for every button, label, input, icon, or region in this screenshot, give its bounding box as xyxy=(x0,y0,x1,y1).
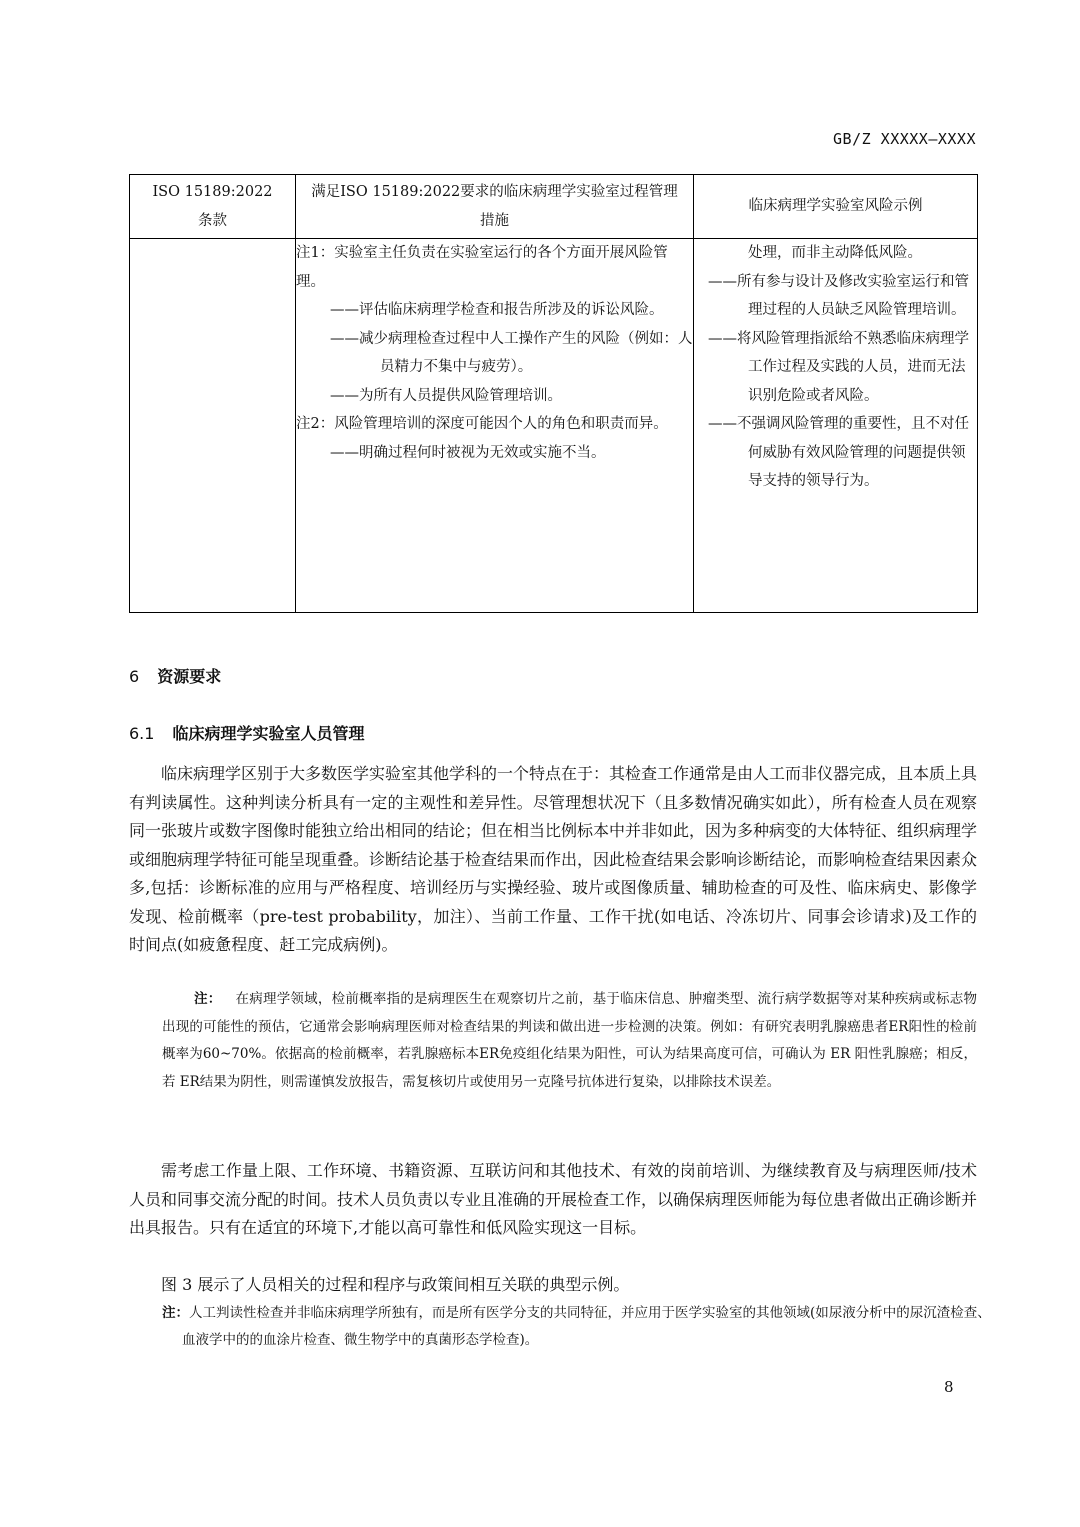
header-measures: 满足ISO 15189:2022要求的临床病理学实验室过程管理措施 xyxy=(296,175,694,239)
table-header-row xyxy=(130,175,978,239)
section-title: 资源要求 xyxy=(157,667,222,686)
document-code: GB/Z XXXXX—XXXX xyxy=(833,130,976,148)
measure-item: ——减少病理检查过程中人工操作产生的风险（例如：人员精力不集中与疲劳）。 xyxy=(330,330,693,375)
section-title: 临床病理学实验室人员管理 xyxy=(172,724,365,743)
section-heading-6-1 xyxy=(129,721,364,744)
measure-note-2: 注2：风险管理培训的深度可能因个人的角色和职责而异。 xyxy=(296,416,668,432)
measure-item: ——明确过程何时被视为无效或实施不当。 xyxy=(330,444,606,461)
paragraph-1: 临床病理学区别于大多数医学实验室其他学科的一个特点在于：其检查工作通常是由人工而非仪器完成，且本质上具有判读属性。这种判读分析具有一定的主观性和差异性。尽管理想状况下（且多数情况确实如此），所有检查人员在观察同一张玻片或数字图像时能独立给出相同的结论；但在相当比例标本中并非如此，因为多种病变的大体特征、组织病理学或细胞病理学特征可能呈现重叠。诊断结论基于检查结果而作出，因此检查结果会影响诊断结论，而影响检查结果因素众多,包括：诊断标准的应用与严格程度、培训经历与实操经验、玻片或图像质量、辅助检查的可及性、临床病史、影像学发现、检前概率（pre-test probability，加注）、当前工作量、工作干扰(如电话、冷冻切片、同事会诊请求)及工作的时间点(如疲惫程度、赶工完成病例)。 xyxy=(129,764,978,954)
cell-clause xyxy=(130,239,296,613)
paragraph-3: 图 3 展示了人员相关的过程和程序与政策间相互关联的典型示例。 xyxy=(161,1275,630,1294)
header-clause: ISO 15189:2022 条款 xyxy=(130,175,296,239)
risk-item: ——所有参与设计及修改实验室运行和管理过程的人员缺乏风险管理培训。 xyxy=(708,273,969,318)
note-label: 注： xyxy=(162,1305,189,1321)
risk-continuation: 处理，而非主动降低风险。 xyxy=(748,245,922,261)
section-heading-6 xyxy=(129,664,221,687)
section-number: 6 xyxy=(129,667,140,686)
cell-risk-examples xyxy=(694,239,978,613)
note-manual-interpretation xyxy=(162,1300,997,1354)
measure-item: ——为所有人员提供风险管理培训。 xyxy=(330,387,562,404)
note-label: 注： xyxy=(194,991,222,1007)
cell-measures xyxy=(296,239,694,613)
section-number: 6.1 xyxy=(129,724,155,743)
page-number: 8 xyxy=(944,1378,954,1396)
measure-note-1: 注1：实验室主任负责在实验室运行的各个方面开展风险管理。 xyxy=(296,245,668,290)
table-row xyxy=(130,239,978,613)
note-pretest-probability xyxy=(162,986,977,1096)
measure-item: ——评估临床病理学检查和报告所涉及的诉讼风险。 xyxy=(330,302,664,318)
paragraph-2: 需考虑工作量上限、工作环境、书籍资源、互联访问和其他技术、有效的岗前培训、为继续教育及与病理医师/技术人员和同事交流分配的时间。技术人员负责以专业且准确的开展检查工作，以确保病理医师能为每位患者做出正确诊断并出具报告。只有在适宜的环境下,才能以高可靠性和低风险实现这一目标。 xyxy=(129,1161,978,1237)
note-text: 人工判读性检查并非临床病理学所独有，而是所有医学分支的共同特征，并应用于医学实验室的其他领域(如尿液分析中的尿沉渣检查、血液学中的的血涂片检查、微生物学中的真菌形态学检查)。 xyxy=(182,1305,991,1348)
risk-table xyxy=(129,174,978,613)
risk-item: ——不强调风险管理的重要性，且不对任何威胁有效风险管理的问题提供领导支持的领导行为。 xyxy=(708,416,969,489)
risk-item: ——将风险管理指派给不熟悉临床病理学工作过程及实践的人员，进而无法识别危险或者风险。 xyxy=(708,330,969,404)
note-text: 在病理学领域，检前概率指的是病理医生在观察切片之前，基于临床信息、肿瘤类型、流行病学数据等对某种疾病或标志物出现的可能性的预估，它通常会影响病理医师对检查结果的判读和做出进一步检测的决策。例如：有研究表明乳腺癌患者ER阳性的检前概率为60~70%。依据高的检前概率，若乳腺癌标本ER免疫组化结果为阳性，可认为结果高度可信，可确认为 ER 阳性乳腺癌；相反，若 ER结果为阴性，则需谨慎发放报告，需复核切片或使用另一克隆号抗体进行复染，以排除技术误差。 xyxy=(162,991,978,1090)
header-risk-examples: 临床病理学实验室风险示例 xyxy=(694,175,978,239)
